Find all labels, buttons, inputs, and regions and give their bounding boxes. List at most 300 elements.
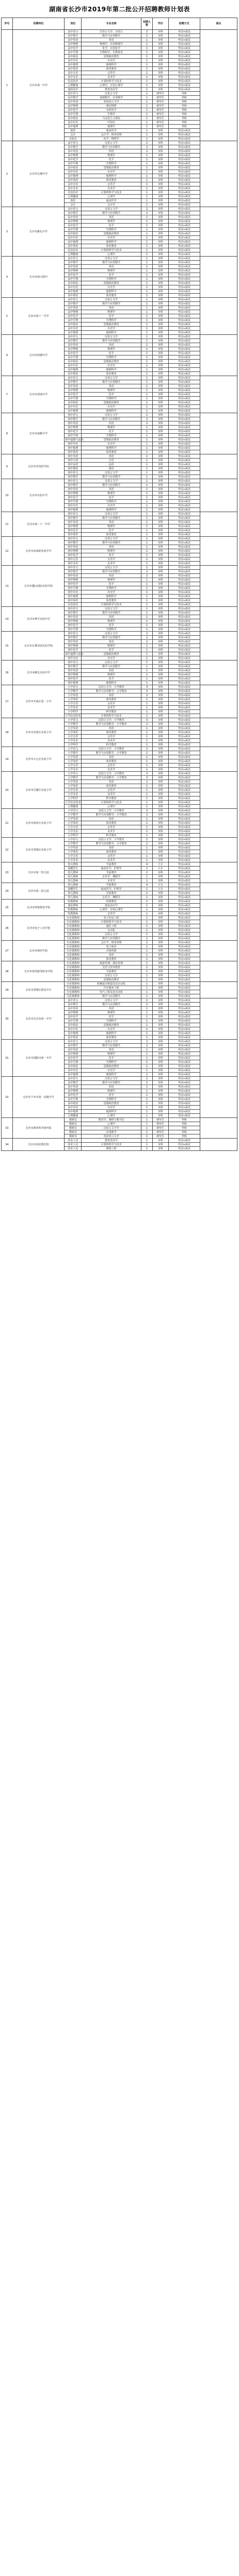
method-cell: 考试+面试 <box>168 302 200 306</box>
major-cell: 音乐学 <box>82 702 141 706</box>
unit-name: 长沙市实验中学 <box>12 479 65 512</box>
education-cell: 本科 <box>152 1110 168 1114</box>
education-cell: 本科 <box>152 310 168 314</box>
education-cell: 本科 <box>152 846 168 850</box>
position-cell: 初中语文 <box>65 537 82 541</box>
position-cell: 初中数学 <box>65 516 82 520</box>
position-cell: 小学音乐 <box>65 702 82 706</box>
position-cell: 高中数学 <box>65 211 82 215</box>
position-cell: 特教教师 <box>65 908 82 912</box>
education-cell: 本科 <box>152 714 168 718</box>
education-cell: 本科 <box>152 739 168 743</box>
row-number: 7 <box>2 376 13 413</box>
position-cell: 高中物理 <box>65 310 82 314</box>
count-cell: 1 <box>141 281 153 285</box>
major-cell: 汉语言文学、小学教育 <box>82 809 141 813</box>
count-cell: 1 <box>141 529 153 533</box>
count-cell: 1 <box>141 409 153 413</box>
education-cell: 本科 <box>152 994 168 998</box>
education-cell: 本科 <box>152 1015 168 1019</box>
major-cell: 物理学 <box>82 524 141 529</box>
major-cell: 体育教育 <box>82 599 141 603</box>
count-cell: 3 <box>141 685 153 689</box>
count-cell: 1 <box>141 174 153 178</box>
table-row <box>2 862 237 867</box>
education-cell: 本科 <box>152 285 168 290</box>
education-cell: 本科 <box>152 681 168 685</box>
position-cell: 高中英语 <box>65 1048 82 1052</box>
count-cell: 1 <box>141 578 153 582</box>
row-number: 21 <box>2 809 13 838</box>
count-cell: 1 <box>141 1064 153 1069</box>
count-cell: 1 <box>141 339 153 343</box>
remark-cell <box>200 141 237 207</box>
position-cell: 初中语文 <box>65 607 82 611</box>
method-cell: 考试+面试 <box>168 368 200 372</box>
position-cell: 通用技术 <box>65 88 82 92</box>
method-cell: 考试+面试 <box>168 578 200 582</box>
count-cell: 1 <box>141 669 153 673</box>
major-cell: 美术学 <box>82 792 141 796</box>
education-cell: 本科 <box>152 937 168 941</box>
education-cell: 本科 <box>152 360 168 364</box>
count-cell: 1 <box>141 125 153 129</box>
major-cell: 数学与应用数学 <box>82 636 141 640</box>
method-cell: 考试+面试 <box>168 236 200 240</box>
major-cell: 数学与应用数学 <box>82 339 141 343</box>
row-number: 31 <box>2 1040 13 1077</box>
count-cell: 1 <box>141 471 153 475</box>
method-cell: 考试+面试 <box>168 1110 200 1114</box>
major-cell: 地理科学 <box>82 63 141 67</box>
position-cell: 高中体育 <box>65 372 82 376</box>
count-cell: 1 <box>141 768 153 772</box>
unit-name: 长沙市周南中学 <box>12 376 65 413</box>
position-cell: 初中化学 <box>65 496 82 500</box>
education-cell: 本科 <box>152 63 168 67</box>
count-cell: 1 <box>141 269 153 273</box>
count-cell: 1 <box>141 1056 153 1060</box>
unit-name: 长沙市宁乡市第一高级中学 <box>12 1077 65 1118</box>
position-cell: 专业课教师 <box>65 982 82 986</box>
count-cell: 2 <box>141 1077 153 1081</box>
position-cell: 初中数学 <box>65 570 82 574</box>
position-cell: 初中物理 <box>65 549 82 553</box>
method-cell: 考试+面试 <box>168 75 200 79</box>
major-cell: 历史学 <box>82 364 141 368</box>
count-cell: 1 <box>141 990 153 994</box>
count-cell: 1 <box>141 1093 153 1097</box>
table-row <box>2 941 237 945</box>
method-cell: 考试+面试 <box>168 277 200 281</box>
count-cell: 1 <box>141 42 153 46</box>
major-cell: 英语 <box>82 384 141 388</box>
major-cell: 英语语言文学 <box>82 100 141 104</box>
education-cell: 本科 <box>152 1036 168 1040</box>
major-cell: 历史学 <box>82 59 141 63</box>
count-cell: 1 <box>141 1118 153 1122</box>
method-cell: 考试+面试 <box>168 1064 200 1069</box>
position-cell: 初中生物 <box>65 434 82 438</box>
row-number: 16 <box>2 660 13 685</box>
education-cell: 本科 <box>152 1027 168 1031</box>
method-cell: 考试+面试 <box>168 537 200 541</box>
method-cell: 考试+面试 <box>168 310 200 314</box>
position-cell: 高中物理 <box>65 1089 82 1093</box>
method-cell: 考试+面试 <box>168 1011 200 1015</box>
education-cell: 本科 <box>152 450 168 454</box>
method-cell: 考试+面试 <box>168 492 200 496</box>
table-row <box>2 413 237 417</box>
position-cell: 专业课教师 <box>65 928 82 933</box>
position-cell: 信息技术 <box>65 191 82 195</box>
count-cell: 1 <box>141 368 153 372</box>
major-cell: 数学与应用数学 <box>82 483 141 487</box>
count-cell: 1 <box>141 215 153 219</box>
education-cell: 本科 <box>152 1081 168 1085</box>
count-cell: 2 <box>141 34 153 38</box>
major-cell: 心理学、应用心理学 <box>82 908 141 912</box>
major-cell: 临床医学、护理学 <box>82 867 141 871</box>
method-cell: 考试+面试 <box>168 933 200 937</box>
count-cell: 1 <box>141 178 153 182</box>
major-cell: 思想政治教育 <box>82 1064 141 1069</box>
method-cell: 考试+面试 <box>168 232 200 236</box>
row-number: 3 <box>2 207 13 257</box>
major-cell: 英语 <box>82 640 141 644</box>
education-cell: 本科 <box>152 257 168 261</box>
position-cell: 高中地理 <box>65 125 82 129</box>
education-cell: 本科 <box>152 710 168 714</box>
remark-cell <box>200 1118 237 1139</box>
position-cell: 小学科学 <box>65 796 82 801</box>
method-cell: 考试+面试 <box>168 487 200 492</box>
position-cell: 高中生物 <box>65 277 82 281</box>
count-cell: 2 <box>141 149 153 154</box>
count-cell: 1 <box>141 1122 153 1126</box>
major-cell: 音乐学、舞蹈学 <box>82 895 141 900</box>
count-cell: 1 <box>141 1036 153 1040</box>
method-cell: 考试+面试 <box>168 46 200 50</box>
method-cell: 考核 <box>168 92 200 96</box>
count-cell: 2 <box>141 207 153 211</box>
table-row <box>2 376 237 380</box>
major-cell: 地理科学 <box>82 508 141 512</box>
count-cell: 1 <box>141 55 153 59</box>
count-cell: 1 <box>141 50 153 55</box>
position-cell: 高中政治 <box>65 116 82 121</box>
row-number: 30 <box>2 998 13 1040</box>
major-cell: 物理学 <box>82 1052 141 1056</box>
education-cell: 本科 <box>152 970 168 974</box>
method-cell: 考试+面试 <box>168 219 200 224</box>
major-cell: 数学与应用数学 <box>82 417 141 421</box>
position-cell: 高中历史 <box>65 170 82 174</box>
count-cell: 1 <box>141 582 153 586</box>
major-cell: 心理学 <box>82 805 141 809</box>
major-cell: 音乐学 <box>82 854 141 858</box>
major-cell: 数学与应用数学 <box>82 1003 141 1007</box>
method-cell: 考试+面试 <box>168 957 200 961</box>
method-cell: 考试+面试 <box>168 990 200 994</box>
major-cell: 美术学 <box>82 75 141 79</box>
education-cell: 研究生 <box>152 125 168 129</box>
major-cell: 英语 <box>82 149 141 154</box>
count-cell: 1 <box>141 628 153 632</box>
position-cell: 高中政治 <box>65 1023 82 1027</box>
position-cell: 初中历史 <box>65 504 82 508</box>
major-cell: 心理学 <box>82 252 141 257</box>
position-cell: 高中化学 <box>65 158 82 162</box>
position-cell: 初中数学 <box>65 483 82 487</box>
method-cell: 考试+面试 <box>168 937 200 941</box>
major-cell: 学前教育 <box>82 891 141 895</box>
position-cell: 小学科学 <box>65 834 82 838</box>
position-cell: 高中语文 <box>65 30 82 34</box>
education-cell: 本科 <box>152 611 168 615</box>
education-cell: 本科 <box>152 566 168 570</box>
major-cell: 美术学 <box>82 739 141 743</box>
method-cell: 考试+面试 <box>168 805 200 809</box>
major-cell: 音乐学 <box>82 825 141 829</box>
education-cell: 本科 <box>152 986 168 990</box>
position-cell: 高中化学 <box>65 1056 82 1060</box>
table-row <box>2 838 237 842</box>
position-cell: 高中地理 <box>65 63 82 67</box>
education-cell: 本科 <box>152 240 168 244</box>
major-cell: 数学与应用数学 <box>82 516 141 520</box>
count-cell: 1 <box>141 904 153 908</box>
method-cell: 考试+面试 <box>168 1147 200 1151</box>
method-cell: 考试+面试 <box>168 170 200 174</box>
education-cell: 本科 <box>152 895 168 900</box>
education-cell: 本科 <box>152 648 168 652</box>
education-cell: 本科 <box>152 483 168 487</box>
table-row <box>2 809 237 813</box>
row-number: 11 <box>2 512 13 537</box>
method-cell: 考试+面试 <box>168 376 200 380</box>
education-cell: 本科 <box>152 957 168 961</box>
major-cell: 心理学 <box>82 1114 141 1118</box>
count-cell: 1 <box>141 821 153 825</box>
education-cell: 本科 <box>152 533 168 537</box>
position-cell: 高中数学 <box>65 145 82 149</box>
method-cell: 考试+面试 <box>168 162 200 166</box>
count-cell: 1 <box>141 986 153 990</box>
position-cell: 教研员 <box>65 1126 82 1130</box>
major-cell: 思想政治教育 <box>82 1023 141 1027</box>
method-cell: 考试+面试 <box>168 817 200 821</box>
major-cell: 汉语言文学、小学教育 <box>82 838 141 842</box>
education-cell: 本科 <box>152 42 168 46</box>
education-cell: 本科 <box>152 805 168 809</box>
position-cell: 高中语文 <box>65 298 82 302</box>
method-cell: 考试+面试 <box>168 970 200 974</box>
method-cell: 考试+面试 <box>168 887 200 891</box>
count-cell: 1 <box>141 937 153 941</box>
count-cell: 1 <box>141 739 153 743</box>
major-cell: 化学、物理学 <box>82 137 141 141</box>
major-cell: 化学 <box>82 1015 141 1019</box>
education-cell: 本科 <box>152 1048 168 1052</box>
major-cell: 物理学 <box>82 619 141 623</box>
count-cell: 1 <box>141 516 153 520</box>
position-cell: 高中语文 <box>65 998 82 1003</box>
count-cell: 1 <box>141 731 153 735</box>
position-cell: 高中地理 <box>65 331 82 335</box>
position-cell: 小学美术 <box>65 829 82 834</box>
count-cell: 1 <box>141 384 153 388</box>
count-cell: 1 <box>141 1114 153 1118</box>
position-cell: 信息技术 <box>65 603 82 607</box>
education-cell: 研究生 <box>152 1118 168 1122</box>
method-cell: 考试+面试 <box>168 520 200 524</box>
method-cell: 考试+面试 <box>168 347 200 351</box>
education-cell: 本科 <box>152 924 168 928</box>
education-cell: 本科 <box>152 302 168 306</box>
major-cell: 体育教育 <box>82 821 141 825</box>
method-cell: 考试+面试 <box>168 801 200 805</box>
method-cell: 考试+面试 <box>168 401 200 405</box>
method-cell: 考核 <box>168 116 200 121</box>
method-cell: 考试+面试 <box>168 656 200 660</box>
count-cell: 1 <box>141 924 153 928</box>
method-cell: 考试+面试 <box>168 718 200 722</box>
count-cell: 1 <box>141 285 153 290</box>
position-cell: 心理健康 <box>65 83 82 88</box>
method-cell: 考试+面试 <box>168 273 200 277</box>
position-cell: 高中化学 <box>65 314 82 318</box>
position-cell: 高中历史 <box>65 1027 82 1031</box>
position-cell: 高中地理 <box>65 174 82 178</box>
count-cell: 1 <box>141 265 153 269</box>
education-cell: 本科 <box>152 640 168 644</box>
count-cell: 1 <box>141 912 153 916</box>
major-cell: 地理科学 <box>82 368 141 372</box>
major-cell: 数学与应用数学 <box>82 475 141 479</box>
major-cell: 自动化 <box>82 928 141 933</box>
unit-name: 长沙市天心区实验小学 <box>12 747 65 772</box>
education-cell: 本科 <box>152 764 168 768</box>
education-cell: 研究生 <box>152 1126 168 1130</box>
major-cell: 汉语言文学 <box>82 298 141 302</box>
major-cell: 美术学 <box>82 829 141 834</box>
position-cell: 信息技术 <box>65 248 82 252</box>
major-cell: 学前教育 <box>82 883 141 887</box>
unit-name: 长沙市雨花区实验小学 <box>12 809 65 838</box>
table-row <box>2 998 237 1003</box>
major-cell: 临床医学 <box>82 129 141 133</box>
position-cell: 初中化学 <box>65 582 82 586</box>
row-number: 6 <box>2 335 13 376</box>
count-cell: 1 <box>141 887 153 891</box>
method-cell: 考试+面试 <box>168 67 200 71</box>
position-cell: 小学体育 <box>65 850 82 854</box>
count-cell: 2 <box>141 751 153 755</box>
major-cell: 汉语言文学、汉语言 <box>82 30 141 34</box>
education-cell: 本科 <box>152 273 168 277</box>
major-cell: 英语 <box>82 693 141 698</box>
method-cell: 考试+面试 <box>168 541 200 545</box>
position-cell: 幼儿教师 <box>65 862 82 867</box>
position-cell: 初中化学 <box>65 430 82 434</box>
method-cell: 考核 <box>168 1118 200 1122</box>
count-cell: 1 <box>141 1134 153 1139</box>
remark-cell <box>200 1077 237 1118</box>
position-cell: 高中体育 <box>65 178 82 182</box>
table-row <box>2 257 237 261</box>
method-cell: 考试+面试 <box>168 343 200 347</box>
count-cell: 1 <box>141 496 153 500</box>
method-cell: 考试+面试 <box>168 978 200 982</box>
education-cell: 本科 <box>152 928 168 933</box>
table-row <box>2 660 237 665</box>
count-cell: 1 <box>141 364 153 368</box>
major-cell: 体育教育 <box>82 850 141 854</box>
position-cell: 小学信息技术 <box>65 714 81 718</box>
education-cell: 研究生 <box>152 100 168 104</box>
major-cell: 思想政治教育 <box>82 360 141 364</box>
education-cell: 本科 <box>152 129 168 133</box>
major-cell: 体育教育 <box>82 294 141 298</box>
unit-name: 长沙市电子工业学校 <box>12 916 65 941</box>
major-cell: 历史学 <box>82 170 141 174</box>
major-cell: 物理学 <box>82 492 141 496</box>
position-cell: 幼儿教师 <box>65 879 82 883</box>
method-cell: 考试+面试 <box>168 261 200 265</box>
education-cell: 本科 <box>152 1044 168 1048</box>
major-cell: 汉语言文学 <box>82 92 141 96</box>
method-cell: 考试+面试 <box>168 669 200 673</box>
method-cell: 考试+面试 <box>168 924 200 928</box>
method-cell: 考试+面试 <box>168 557 200 562</box>
education-cell: 本科 <box>152 961 168 965</box>
education-cell: 本科 <box>152 228 168 232</box>
count-cell: 1 <box>141 450 153 454</box>
count-cell: 4 <box>141 862 153 867</box>
method-cell: 考试+面试 <box>168 248 200 252</box>
method-cell: 考试+面试 <box>168 1114 200 1118</box>
major-cell: 英语 <box>82 343 141 347</box>
position-cell: 初中生物 <box>65 586 82 590</box>
unit-name: 长沙市第一幼儿园 <box>12 862 65 883</box>
count-cell: 1 <box>141 698 153 702</box>
remark-cell <box>200 916 237 941</box>
major-cell: 化学 <box>82 1093 141 1097</box>
major-cell: 英语 <box>82 755 141 759</box>
count-cell: 3 <box>141 689 153 693</box>
education-cell: 本科 <box>152 834 168 838</box>
count-cell: 1 <box>141 483 153 487</box>
major-cell: 有机化学 <box>82 108 141 112</box>
position-cell: 初中数学 <box>65 417 82 421</box>
count-cell: 2 <box>141 636 153 640</box>
count-cell: 1 <box>141 920 153 924</box>
count-cell: 2 <box>141 1003 153 1007</box>
count-cell: 2 <box>141 891 153 895</box>
major-cell: 教育技术学 <box>82 88 141 92</box>
position-cell: 专业课教师 <box>65 916 82 920</box>
education-cell: 本科 <box>152 475 168 479</box>
education-cell: 本科 <box>152 722 168 726</box>
major-cell: 历史学 <box>82 1106 141 1110</box>
count-cell: 1 <box>141 426 153 430</box>
method-cell: 考试+面试 <box>168 467 200 471</box>
count-cell: 1 <box>141 681 153 685</box>
position-cell: 高中体育 <box>65 1036 82 1040</box>
education-cell: 本科 <box>152 30 168 34</box>
method-cell: 考试+面试 <box>168 722 200 726</box>
